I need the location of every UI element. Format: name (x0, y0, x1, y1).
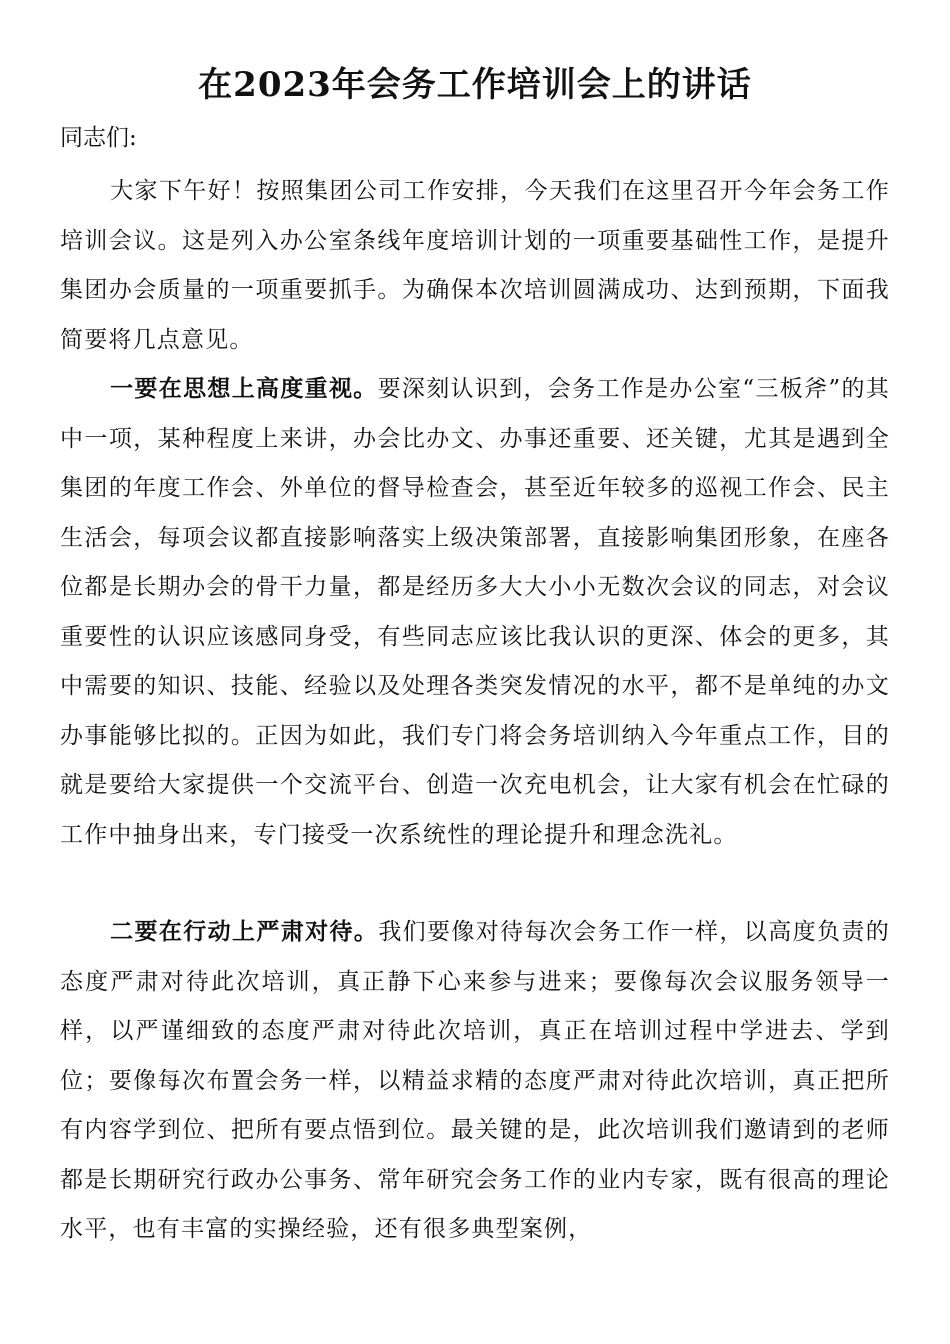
paragraph-lead-heading: 二要在行动上严肃对待。 (110, 918, 379, 945)
paragraph-text: 我们要像对待每次会务工作一样，以高度负责的态度严肃对待此次培训，真正静下心来参与进来；要像每次会议服务领导一样，以严谨细致的态度严肃对待此次培训，真正在培训过程中学进去、学到位；要像每次布置会务一样，以精益求精的态度严肃对待此次培训，真正把所有内容学到位、把所有要点悟到位。最关键的是，此次培训我们邀请到的老师都是长期研究行政办公事务、常年研究会务工作的业内专家，既有很高的理论水平，也有丰富的实操经验，还有很多典型案例， (60, 919, 891, 1242)
paragraph-point-two (60, 907, 890, 1255)
document-title: 在2023年会务工作培训会上的讲话 (198, 65, 752, 105)
paragraph-point-one (60, 364, 890, 860)
paragraph-lead-heading: 一要在思想上高度重视。 (110, 375, 378, 402)
paragraph-opening (60, 167, 890, 365)
paragraph-text: 要深刻认识到，会务工作是办公室“三板斧”的其中一项，某种程度上来讲，办会比办文、办事还重要、还关键，尤其是遇到全集团的年度工作会、外单位的督导检查会，甚至近年较多的巡视工作会、民主生活会，每项会议都直接影响落实上级决策部署，直接影响集团形象，在座各位都是长期办会的骨干力量，都是经历多大大小小无数次会议的同志，对会议重要性的认识应该感同身受，有些同志应该比我认识的更深、体会的更多，其中需要的知识、技能、经验以及处理各类突发情况的水平，都不是单纯的办文办事能够比拟的。正因为如此，我们专门将会务培训纳入今年重点工作，目的就是要给大家提供一个交流平台、创造一次充电机会，让大家有机会在忙碌的工作中抽身出来，专门接受一次系统性的理论提升和理念洗礼。 (60, 376, 890, 848)
paragraph-text: 大家下午好！按照集团公司工作安排，今天我们在这里召开今年会务工作培训会议。这是列入办公室条线年度培训计划的一项重要基础性工作，是提升集团办会质量的一项重要抓手。为确保本次培训圆满成功、达到预期，下面我简要将几点意见。 (60, 178, 890, 353)
salutation: 同志们: (60, 125, 137, 151)
